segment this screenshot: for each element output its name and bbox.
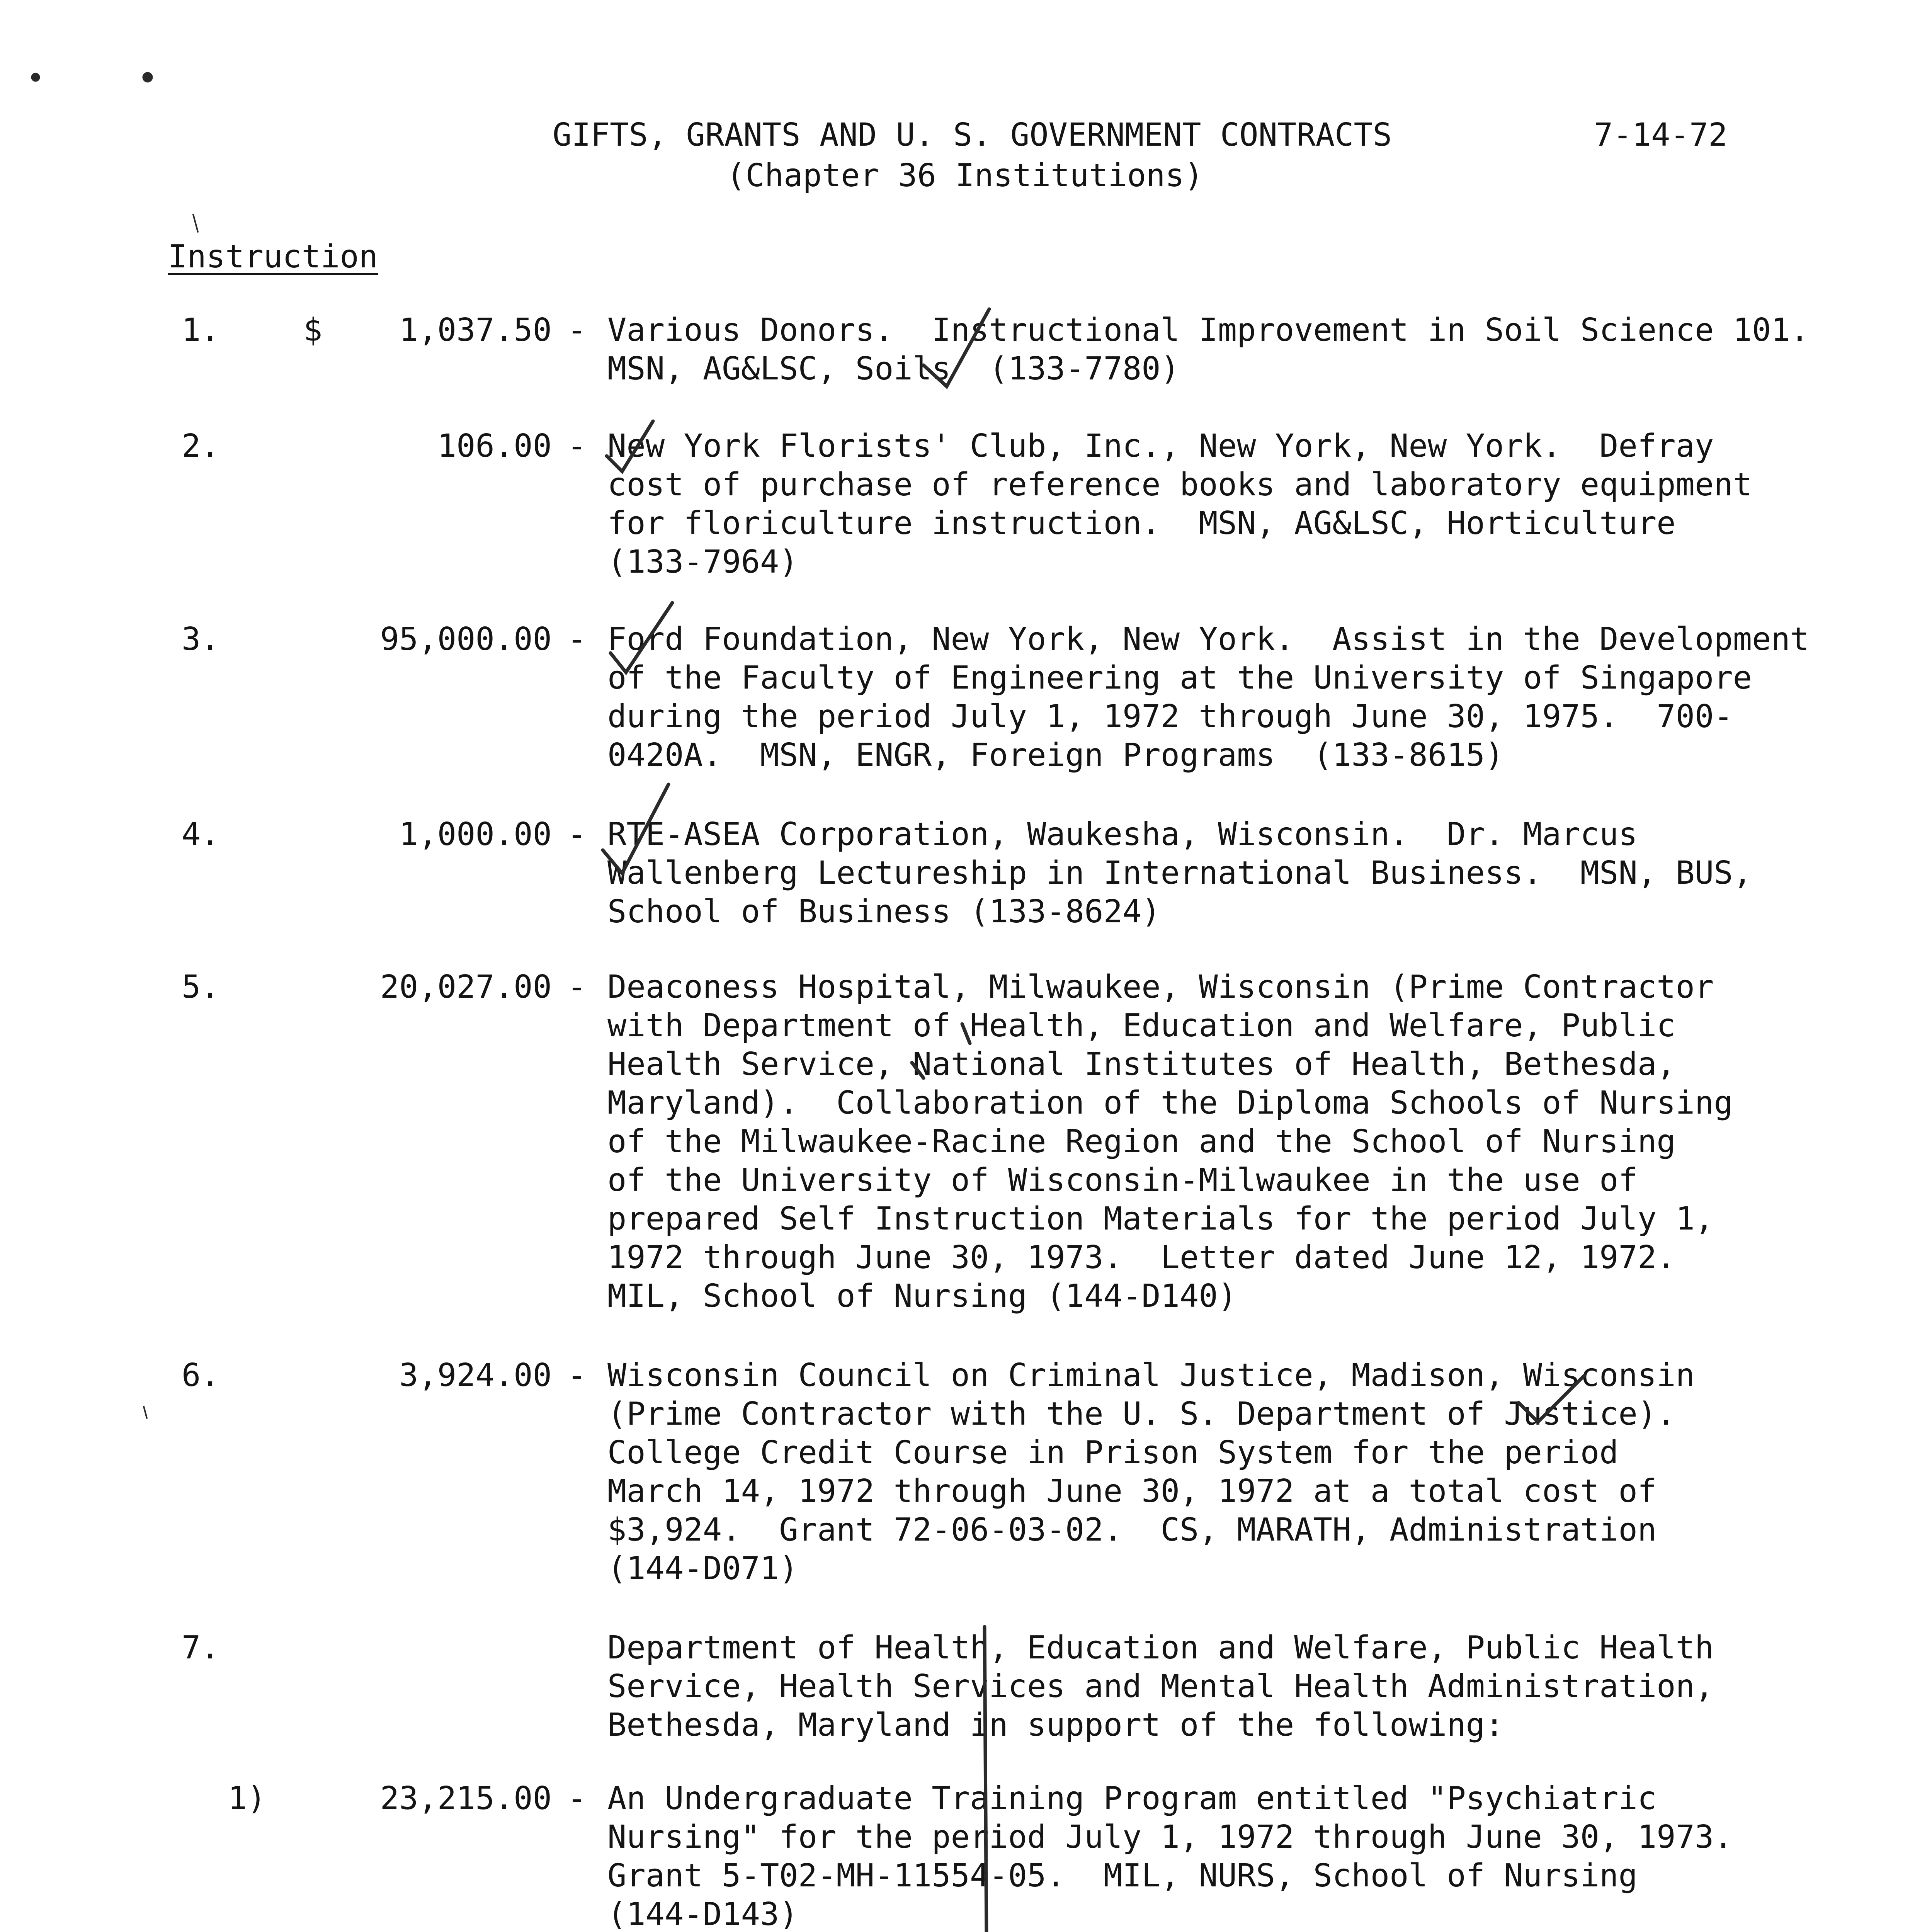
- description-line: Maryland). Collaboration of the Diploma Schools of Nursing: [607, 1085, 1733, 1121]
- entry-dash: -: [567, 428, 587, 464]
- entry-dash: -: [567, 1780, 587, 1817]
- description-line: RTE-ASEA Corporation, Waukesha, Wisconsin. Dr. Marcus: [607, 816, 1638, 853]
- document-date: 7-14-72: [1594, 117, 1728, 153]
- margin-mark: [144, 1406, 147, 1418]
- entry-description: [607, 311, 1844, 388]
- entry-amount: 3,924.00: [399, 1357, 552, 1394]
- description-line: 1972 through June 30, 1973. Letter dated June 12, 1972.: [607, 1239, 1676, 1276]
- speck-mark: [33, 75, 38, 80]
- description-line: School of Business (133-8624): [607, 893, 1161, 930]
- description-line: March 14, 1972 through June 30, 1972 at a total cost of: [607, 1473, 1657, 1510]
- entry-number: 4.: [182, 816, 220, 853]
- description-line: (144-D071): [607, 1550, 798, 1587]
- description-line: (Prime Contractor with the U. S. Department of Justice).: [607, 1396, 1676, 1432]
- entry-description: [607, 815, 1844, 931]
- description-line: with Department of Health, Education and Welfare, Public: [607, 1007, 1676, 1044]
- description-line: An Undergraduate Training Program entitled "Psychiatric: [607, 1780, 1657, 1817]
- description-line: Wallenberg Lectureship in International Business. MSN, BUS,: [607, 855, 1752, 891]
- entry-number: 3.: [182, 621, 220, 658]
- entry-number: 6.: [182, 1357, 220, 1394]
- document-subtitle: (Chapter 36 Institutions): [726, 157, 1204, 194]
- entry-description: [607, 1629, 1844, 1745]
- entry-amount: 23,215.00: [380, 1780, 552, 1817]
- section-heading: Instruction: [168, 238, 378, 275]
- entry-description: [607, 1779, 1844, 1932]
- entry-amount: 1,037.50: [399, 312, 552, 349]
- description-line: of the Milwaukee-Racine Region and the School of Nursing: [607, 1123, 1676, 1160]
- entry-description: [607, 1356, 1844, 1588]
- margin-mark: [193, 214, 198, 232]
- sub-entry-number: 1): [228, 1780, 266, 1817]
- entry-number: 7.: [182, 1629, 220, 1666]
- description-line: of the University of Wisconsin-Milwaukee in the use of: [607, 1162, 1638, 1199]
- description-line: Service, Health Services and Mental Health Administration,: [607, 1668, 1714, 1705]
- description-line: Grant 5-T02-MH-11554-05. MIL, NURS, School of Nursing: [607, 1857, 1638, 1894]
- description-line: Deaconess Hospital, Milwaukee, Wisconsin (Prime Contractor: [607, 969, 1714, 1005]
- entry-amount: 1,000.00: [399, 816, 552, 853]
- entry-number: 5.: [182, 969, 220, 1005]
- description-line: $3,924. Grant 72-06-03-02. CS, MARATH, Administration: [607, 1512, 1657, 1548]
- entry-amount: 95,000.00: [380, 621, 552, 658]
- description-line: Health Service, National Institutes of Health, Bethesda,: [607, 1046, 1676, 1083]
- entry-number: 2.: [182, 428, 220, 464]
- description-line: New York Florists' Club, Inc., New York, New York. Defray: [607, 428, 1714, 464]
- entry-dash: -: [567, 969, 587, 1005]
- description-line: (144-D143): [607, 1896, 798, 1932]
- entry-dash: -: [567, 312, 587, 349]
- description-line: MIL, School of Nursing (144-D140): [607, 1278, 1237, 1315]
- entry-description: [607, 620, 1844, 775]
- entry-dash: -: [567, 1357, 587, 1394]
- description-line: MSN, AG&LSC, Soils (133-7780): [607, 350, 1180, 387]
- entry-amount: 20,027.00: [380, 969, 552, 1005]
- description-line: of the Faculty of Engineering at the University of Singapore: [607, 660, 1752, 696]
- entry-amount: 106.00: [437, 428, 552, 464]
- entry-dash: -: [567, 621, 587, 658]
- description-line: for floriculture instruction. MSN, AG&LSC, Horticulture: [607, 505, 1676, 542]
- document-title: GIFTS, GRANTS AND U. S. GOVERNMENT CONTRACTS: [553, 117, 1392, 153]
- description-line: Department of Health, Education and Welfare, Public Health: [607, 1629, 1714, 1666]
- entry-description: [607, 427, 1844, 582]
- description-line: 0420A. MSN, ENGR, Foreign Programs (133-8615): [607, 737, 1504, 774]
- entry-description: [607, 968, 1844, 1316]
- currency-symbol: $: [303, 312, 323, 349]
- description-line: cost of purchase of reference books and laboratory equipment: [607, 466, 1752, 503]
- entry-number: 1.: [182, 312, 220, 349]
- description-line: Ford Foundation, New York, New York. Assist in the Development: [607, 621, 1810, 658]
- entry-dash: -: [567, 816, 587, 853]
- description-line: prepared Self Instruction Materials for the period July 1,: [607, 1201, 1714, 1237]
- description-line: Nursing" for the period July 1, 1972 through June 30, 1973.: [607, 1819, 1733, 1855]
- description-line: (133-7964): [607, 544, 798, 580]
- description-line: Various Donors. Instructional Improvement in Soil Science 101.: [607, 312, 1810, 349]
- description-line: Bethesda, Maryland in support of the following:: [607, 1707, 1504, 1743]
- speck-mark: [144, 74, 151, 81]
- description-line: College Credit Course in Prison System for the period: [607, 1434, 1619, 1471]
- description-line: during the period July 1, 1972 through June 30, 1975. 700-: [607, 698, 1733, 735]
- description-line: Wisconsin Council on Criminal Justice, Madison, Wisconsin: [607, 1357, 1695, 1394]
